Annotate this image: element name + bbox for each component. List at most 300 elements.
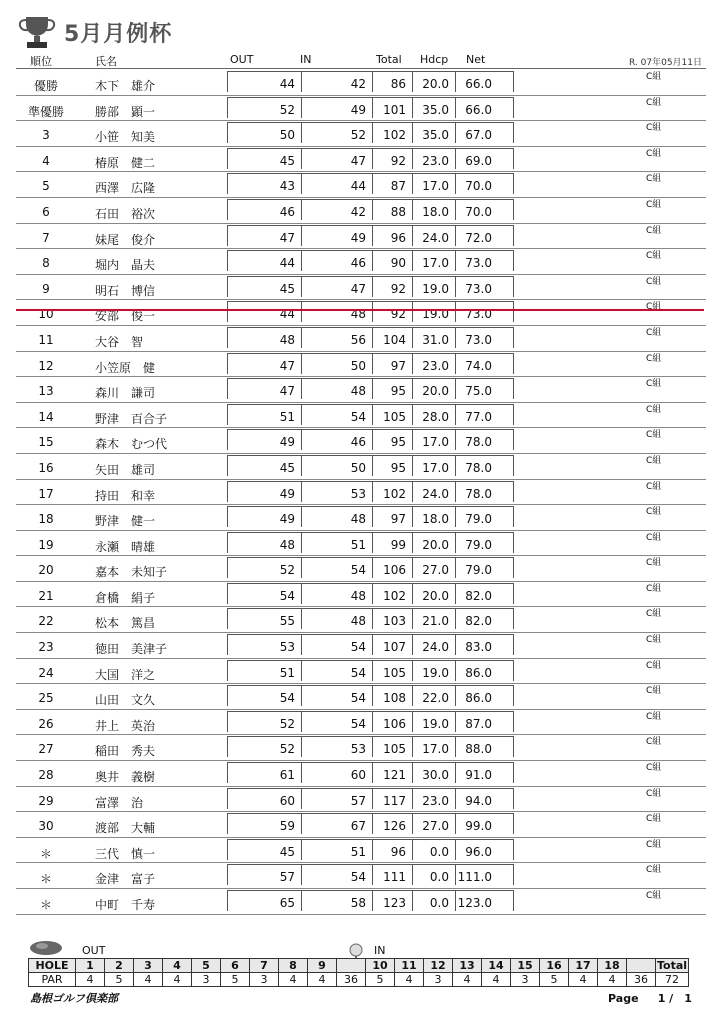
total-cell: 102 xyxy=(383,588,406,603)
net-cell: 67.0 xyxy=(465,128,492,143)
date-label: R. 07年05月11日 xyxy=(628,58,702,68)
rank-cell: 25 xyxy=(38,691,54,706)
par-value: 4 xyxy=(453,973,482,987)
group-cell: C組 xyxy=(646,660,662,671)
out-cell: 45 xyxy=(279,844,295,859)
table-row xyxy=(16,812,706,838)
name-cell: 小笠原 健 xyxy=(95,360,156,375)
table-row xyxy=(16,198,706,224)
total-cell: 102 xyxy=(383,486,406,501)
net-cell: 77.0 xyxy=(465,409,492,424)
hdcp-cell: 0.0 xyxy=(429,844,449,859)
in-cell: 48 xyxy=(350,384,366,399)
group-cell: C組 xyxy=(646,97,662,108)
group-cell: C組 xyxy=(646,788,662,799)
name-cell: 森川 謙司 xyxy=(95,386,156,401)
net-cell: 111.0 xyxy=(457,870,492,885)
par-value: 3 xyxy=(424,973,453,987)
name-cell: 稲田 秀夫 xyxy=(95,744,156,759)
hdcp-cell: 17.0 xyxy=(422,256,449,271)
total-cell: 111 xyxy=(383,870,406,885)
net-cell: 73.0 xyxy=(465,281,492,296)
out-cell: 49 xyxy=(279,486,295,501)
table-row xyxy=(16,172,706,198)
group-cell: C組 xyxy=(646,814,662,825)
in-cell: 50 xyxy=(350,460,366,475)
in-cell: 54 xyxy=(350,665,366,680)
trophy-icon xyxy=(16,14,58,50)
net-cell: 96.0 xyxy=(465,844,492,859)
rank-cell: 30 xyxy=(38,819,54,834)
hdcp-cell: 20.0 xyxy=(422,588,449,603)
net-cell: 78.0 xyxy=(465,460,492,475)
hole-number: 4 xyxy=(163,959,192,973)
net-cell: 79.0 xyxy=(465,537,492,552)
total-cell: 106 xyxy=(383,563,406,578)
name-cell: 石田 裕次 xyxy=(95,206,156,221)
header-rank: 順位 xyxy=(30,55,52,68)
out-label: OUT xyxy=(82,944,106,957)
out-cell: 48 xyxy=(279,332,295,347)
table-row xyxy=(16,249,706,275)
total-cell: 90 xyxy=(390,256,406,271)
total-cell: 106 xyxy=(383,716,406,731)
total-cell: 102 xyxy=(383,128,406,143)
rank-cell: 29 xyxy=(38,793,54,808)
rank-cell: 24 xyxy=(38,665,54,680)
par-value: 3 xyxy=(511,973,540,987)
hdcp-cell: 24.0 xyxy=(422,230,449,245)
in-cell: 54 xyxy=(350,870,366,885)
name-cell: 西澤 広隆 xyxy=(95,181,156,196)
in-label: IN xyxy=(374,944,386,957)
par-value: 3 xyxy=(192,973,221,987)
total-cell: 97 xyxy=(390,358,406,373)
group-cell: C組 xyxy=(646,891,662,901)
out-cell: 59 xyxy=(279,819,295,834)
out-cell: 47 xyxy=(279,358,295,373)
net-cell: 91.0 xyxy=(465,768,492,783)
table-row xyxy=(16,428,706,454)
golf-green-icon xyxy=(28,936,68,956)
table-row xyxy=(16,607,706,633)
group-cell: C組 xyxy=(646,404,662,415)
rank-cell: 4 xyxy=(42,153,50,168)
rank-cell: 19 xyxy=(38,537,54,552)
net-cell: 69.0 xyxy=(465,153,492,168)
hdcp-cell: 0.0 xyxy=(429,870,449,885)
hole-number: 9 xyxy=(308,959,337,973)
out-cell: 55 xyxy=(279,614,295,629)
hole-number: 7 xyxy=(250,959,279,973)
group-cell: C組 xyxy=(646,763,662,774)
par-value: 5 xyxy=(221,973,250,987)
par-value: 4 xyxy=(76,973,105,987)
header-total: Total xyxy=(376,53,402,66)
out-cell: 53 xyxy=(279,640,295,655)
rank-cell: 7 xyxy=(42,230,50,245)
hole-number: 6 xyxy=(221,959,250,973)
name-cell: 野津 百合子 xyxy=(95,411,168,426)
hdcp-cell: 17.0 xyxy=(422,435,449,450)
in-cell: 48 xyxy=(350,588,366,603)
total-cell: 103 xyxy=(383,614,406,629)
table-row xyxy=(16,633,706,659)
in-cell: 53 xyxy=(350,742,366,757)
par-value: 5 xyxy=(366,973,395,987)
net-cell: 87.0 xyxy=(465,716,492,731)
hdcp-cell: 23.0 xyxy=(422,153,449,168)
rank-cell: 9 xyxy=(42,281,50,296)
out-cell: 44 xyxy=(279,307,295,322)
hole-label: HOLE xyxy=(29,959,76,973)
out-cell: 44 xyxy=(279,256,295,271)
group-cell: C組 xyxy=(646,558,662,569)
table-row xyxy=(16,147,706,173)
hdcp-cell: 35.0 xyxy=(422,102,449,117)
total-cell: 117 xyxy=(383,793,406,808)
name-cell: 大国 洋之 xyxy=(95,667,156,682)
name-cell: 奥井 義樹 xyxy=(95,770,156,785)
out-cell: 50 xyxy=(279,128,295,143)
in-cell: 54 xyxy=(350,716,366,731)
in-cell: 49 xyxy=(350,102,366,117)
out-cell: 54 xyxy=(279,691,295,706)
net-cell: 79.0 xyxy=(465,512,492,527)
total-cell: 97 xyxy=(390,512,406,527)
out-cell: 51 xyxy=(279,409,295,424)
net-cell: 79.0 xyxy=(465,563,492,578)
net-cell: 73.0 xyxy=(465,332,492,347)
table-row xyxy=(16,531,706,557)
table-row xyxy=(16,454,706,480)
hdcp-cell: 19.0 xyxy=(422,307,449,322)
group-cell: C組 xyxy=(646,583,662,594)
name-cell: 井上 英治 xyxy=(95,718,156,733)
name-cell: 明石 博信 xyxy=(95,283,156,298)
table-row xyxy=(16,863,706,889)
table-row xyxy=(16,224,706,250)
name-cell: 渡部 大輔 xyxy=(95,821,156,836)
out-cell: 51 xyxy=(279,665,295,680)
par-value: 4 xyxy=(569,973,598,987)
par-value: 5 xyxy=(540,973,569,987)
hdcp-cell: 22.0 xyxy=(422,691,449,706)
page-indicator xyxy=(608,990,692,1006)
in-cell: 52 xyxy=(350,128,366,143)
page-label: Page xyxy=(608,992,639,1005)
hdcp-cell: 0.0 xyxy=(429,896,449,910)
group-cell: C組 xyxy=(646,327,662,338)
hole-number: 16 xyxy=(540,959,569,973)
total-cell: 99 xyxy=(390,537,406,552)
par-row xyxy=(29,973,689,987)
table-row xyxy=(16,735,706,761)
hdcp-cell: 18.0 xyxy=(422,512,449,527)
in-cell: 48 xyxy=(350,614,366,629)
table-row xyxy=(16,352,706,378)
in-cell: 42 xyxy=(350,204,366,219)
par-value: 4 xyxy=(598,973,627,987)
in-cell: 58 xyxy=(350,896,366,910)
table-row xyxy=(16,480,706,506)
rank-cell: 18 xyxy=(38,512,54,527)
name-cell: 富澤 治 xyxy=(95,795,144,810)
total-cell: 105 xyxy=(383,742,406,757)
header-name: 氏名 xyxy=(95,55,117,68)
rank-cell: 11 xyxy=(38,332,54,347)
par-value: 4 xyxy=(134,973,163,987)
total-cell: 108 xyxy=(383,691,406,706)
total-cell: 88 xyxy=(390,204,406,219)
par-table xyxy=(28,958,689,987)
table-row xyxy=(16,70,706,96)
name-cell: 山田 文久 xyxy=(95,693,156,708)
table-row xyxy=(16,684,706,710)
group-cell: C組 xyxy=(646,481,662,492)
table-row xyxy=(16,889,706,915)
name-cell: 嘉本 未知子 xyxy=(95,565,168,580)
in-cell: 48 xyxy=(350,512,366,527)
total-cell: 123 xyxy=(383,896,406,910)
total-cell: 87 xyxy=(390,179,406,194)
name-cell: 三代 慎一 xyxy=(95,846,156,861)
name-cell: 松本 篤昌 xyxy=(95,616,156,631)
group-cell: C組 xyxy=(646,251,662,262)
table-row xyxy=(16,582,706,608)
name-cell: 中町 千寿 xyxy=(95,898,156,912)
group-cell: C組 xyxy=(646,72,662,82)
name-cell: 矢田 雄司 xyxy=(95,462,156,477)
in-cell: 44 xyxy=(350,179,366,194)
par-label: PAR xyxy=(29,973,76,987)
name-cell: 徳田 美津子 xyxy=(95,642,168,657)
hole-number: 18 xyxy=(598,959,627,973)
out-cell: 61 xyxy=(279,768,295,783)
out-cell: 45 xyxy=(279,460,295,475)
rank-cell: 23 xyxy=(38,640,54,655)
in-cell: 56 xyxy=(350,332,366,347)
rank-cell: 優勝 xyxy=(33,79,58,93)
in-cell: 47 xyxy=(350,281,366,296)
rank-cell: 15 xyxy=(38,435,54,450)
group-cell: C組 xyxy=(646,609,662,620)
header-in: IN xyxy=(300,53,312,66)
hole-number: 3 xyxy=(134,959,163,973)
name-cell: 椿原 健二 xyxy=(95,155,156,170)
par-value: 4 xyxy=(395,973,424,987)
name-cell: 堀内 晶夫 xyxy=(95,258,156,273)
hole-number xyxy=(627,959,656,973)
results-table xyxy=(16,70,706,915)
net-cell: 94.0 xyxy=(465,793,492,808)
group-cell: C組 xyxy=(646,865,662,876)
hdcp-cell: 17.0 xyxy=(422,460,449,475)
hdcp-cell: 17.0 xyxy=(422,742,449,757)
group-cell: C組 xyxy=(646,635,662,646)
hole-number: 12 xyxy=(424,959,453,973)
hole-number: 14 xyxy=(482,959,511,973)
club-name: 島根ゴルフ倶楽部 xyxy=(30,992,118,1005)
group-cell: C組 xyxy=(646,737,662,748)
out-cell: 52 xyxy=(279,102,295,117)
hdcp-cell: 27.0 xyxy=(422,563,449,578)
rank-cell: 20 xyxy=(38,563,54,578)
rank-cell: 10 xyxy=(38,307,54,322)
rank-cell: ＊ xyxy=(39,872,52,887)
table-row xyxy=(16,121,706,147)
total-cell: 96 xyxy=(390,844,406,859)
net-cell: 88.0 xyxy=(465,742,492,757)
net-cell: 74.0 xyxy=(465,358,492,373)
table-row xyxy=(16,659,706,685)
header-out: OUT xyxy=(230,53,254,66)
rank-cell: 準優勝 xyxy=(27,104,64,119)
out-cell: 52 xyxy=(279,563,295,578)
net-cell: 73.0 xyxy=(465,256,492,271)
hdcp-cell: 17.0 xyxy=(422,179,449,194)
table-row xyxy=(16,710,706,736)
group-cell: C組 xyxy=(646,455,662,466)
page-title: 5月月例杯 xyxy=(64,21,173,47)
name-cell: 木下 雄介 xyxy=(95,79,156,93)
hole-number: 13 xyxy=(453,959,482,973)
rank-cell: 28 xyxy=(38,768,54,783)
in-cell: 67 xyxy=(350,819,366,834)
table-row xyxy=(16,787,706,813)
rank-cell: 16 xyxy=(38,460,54,475)
net-cell: 78.0 xyxy=(465,486,492,501)
hdcp-cell: 20.0 xyxy=(422,537,449,552)
total-cell: 86 xyxy=(390,77,406,91)
page-value: 1 / 1 xyxy=(657,992,692,1005)
hdcp-cell: 19.0 xyxy=(422,281,449,296)
name-cell: 倉橋 絹子 xyxy=(95,590,156,605)
out-cell: 49 xyxy=(279,435,295,450)
par-value: 4 xyxy=(163,973,192,987)
group-cell: C組 xyxy=(646,302,662,313)
rank-cell: 3 xyxy=(42,128,50,143)
in-cell: 50 xyxy=(350,358,366,373)
rank-cell: 27 xyxy=(38,742,54,757)
total-cell: 92 xyxy=(390,281,406,296)
group-cell: C組 xyxy=(646,686,662,697)
out-cell: 65 xyxy=(279,896,295,910)
total-cell: 95 xyxy=(390,460,406,475)
par-value: 4 xyxy=(308,973,337,987)
par-value: 5 xyxy=(105,973,134,987)
hdcp-cell: 19.0 xyxy=(422,716,449,731)
table-header xyxy=(16,50,706,69)
total-cell: 92 xyxy=(390,307,406,322)
out-cell: 43 xyxy=(279,179,295,194)
hdcp-cell: 28.0 xyxy=(422,409,449,424)
total-cell: 101 xyxy=(383,102,406,117)
hole-number: 15 xyxy=(511,959,540,973)
hdcp-cell: 24.0 xyxy=(422,640,449,655)
name-cell: 妹尾 俊介 xyxy=(95,232,156,247)
name-cell: 勝部 顕一 xyxy=(95,104,156,119)
par-value: 36 xyxy=(337,973,366,987)
net-cell: 99.0 xyxy=(465,819,492,834)
total-cell: 107 xyxy=(383,640,406,655)
hdcp-cell: 35.0 xyxy=(422,128,449,143)
group-cell: C組 xyxy=(646,174,662,185)
total-cell: 104 xyxy=(383,332,406,347)
in-cell: 49 xyxy=(350,230,366,245)
out-cell: 49 xyxy=(279,512,295,527)
hdcp-cell: 20.0 xyxy=(422,77,449,91)
net-cell: 123.0 xyxy=(457,896,492,910)
rank-cell: 12 xyxy=(38,358,54,373)
hole-number: 2 xyxy=(105,959,134,973)
out-cell: 45 xyxy=(279,281,295,296)
table-row xyxy=(16,838,706,864)
hole-number: 8 xyxy=(279,959,308,973)
rank-cell: 5 xyxy=(42,179,50,194)
hdcp-cell: 21.0 xyxy=(422,614,449,629)
out-cell: 54 xyxy=(279,588,295,603)
rank-cell: 22 xyxy=(38,614,54,629)
in-cell: 54 xyxy=(350,640,366,655)
net-cell: 70.0 xyxy=(465,179,492,194)
rank-cell: ＊ xyxy=(39,846,52,861)
out-cell: 52 xyxy=(279,742,295,757)
hdcp-cell: 31.0 xyxy=(422,332,449,347)
name-cell: 金津 富子 xyxy=(95,872,156,887)
group-cell: C組 xyxy=(646,507,662,518)
par-value: 4 xyxy=(482,973,511,987)
rank-cell: 14 xyxy=(38,409,54,424)
out-cell: 46 xyxy=(279,204,295,219)
par-value: 72 xyxy=(656,973,689,987)
net-cell: 86.0 xyxy=(465,691,492,706)
hdcp-cell: 24.0 xyxy=(422,486,449,501)
group-cell: C組 xyxy=(646,123,662,134)
hole-number: 11 xyxy=(395,959,424,973)
group-cell: C組 xyxy=(646,225,662,236)
in-cell: 42 xyxy=(350,77,366,91)
in-cell: 60 xyxy=(350,768,366,783)
hdcp-cell: 20.0 xyxy=(422,384,449,399)
name-cell: 安部 俊一 xyxy=(95,309,156,324)
in-cell: 51 xyxy=(350,844,366,859)
hdcp-cell: 30.0 xyxy=(422,768,449,783)
in-cell: 47 xyxy=(350,153,366,168)
in-cell: 48 xyxy=(350,307,366,322)
group-cell: C組 xyxy=(646,276,662,287)
net-cell: 72.0 xyxy=(465,230,492,245)
par-value: 36 xyxy=(627,973,656,987)
out-cell: 44 xyxy=(279,77,295,91)
table-row xyxy=(16,505,706,531)
hdcp-cell: 18.0 xyxy=(422,204,449,219)
hole-row xyxy=(29,959,689,973)
name-cell: 小笹 知美 xyxy=(95,130,156,145)
total-cell: 105 xyxy=(383,665,406,680)
total-cell: 96 xyxy=(390,230,406,245)
group-cell: C組 xyxy=(646,353,662,364)
out-cell: 47 xyxy=(279,384,295,399)
hole-number: 10 xyxy=(366,959,395,973)
name-cell: 持田 和幸 xyxy=(95,488,156,503)
rank-cell: ＊ xyxy=(39,898,52,912)
group-cell: C組 xyxy=(646,839,662,850)
group-cell: C組 xyxy=(646,711,662,722)
in-cell: 51 xyxy=(350,537,366,552)
group-cell: C組 xyxy=(646,430,662,441)
net-cell: 70.0 xyxy=(465,204,492,219)
